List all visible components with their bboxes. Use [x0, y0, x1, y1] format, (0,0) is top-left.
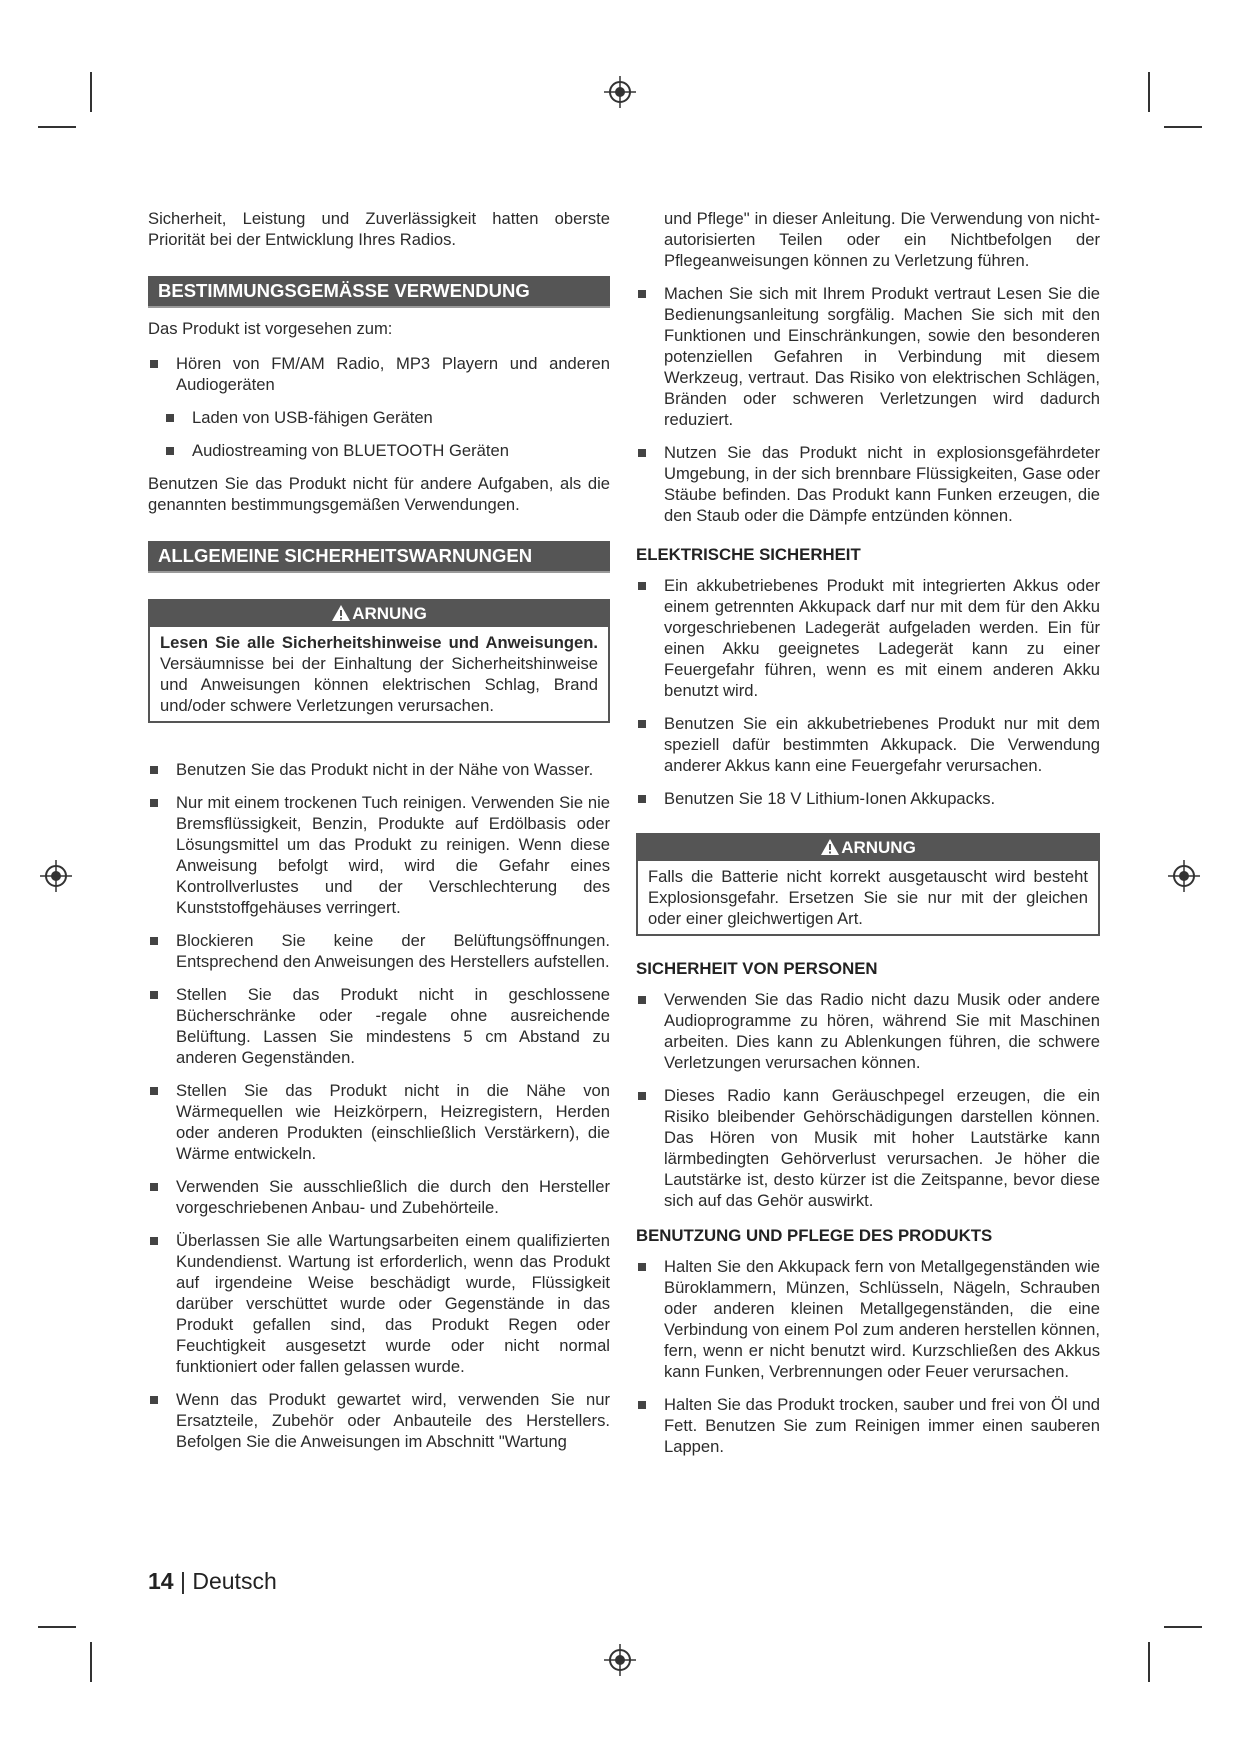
intended-use-list	[148, 353, 610, 395]
bullet-square-icon	[638, 290, 646, 298]
bullet-square-icon	[638, 582, 646, 590]
warning-box	[148, 599, 610, 723]
warning-header: ARNUNG	[150, 601, 608, 627]
bullet-square-icon	[166, 414, 174, 422]
bullet-square-icon	[638, 996, 646, 1004]
bullet-square-icon	[638, 1401, 646, 1409]
warning-triangle-icon	[331, 604, 351, 622]
list-item: Benutzen Sie 18 V Lithium-Ionen Akkupacks.	[636, 788, 1100, 809]
bullet-square-icon	[150, 1183, 158, 1191]
list-item: Stellen Sie das Produkt nicht in die Nähe von Wärmequellen wie Heizkörpern, Heizregistern, Herden oder anderen Produkten (einschließlich Verstärkern), die Wärme entwickeln.	[148, 1080, 610, 1164]
bullet-square-icon	[638, 795, 646, 803]
registration-mark-icon	[604, 76, 636, 108]
warning-triangle-icon	[820, 838, 840, 856]
bullet-square-icon	[150, 1087, 158, 1095]
list-item: Stellen Sie das Produkt nicht in geschlossene Bücherschränke oder -regale ohne ausreichende Belüftung. Lassen Sie mindestens 5 cm Abstand zu anderen Gegenständen.	[148, 984, 610, 1068]
bullet-square-icon	[150, 360, 158, 368]
page-number: 14	[148, 1568, 174, 1594]
right-column	[636, 208, 1100, 1469]
list-item: Dieses Radio kann Geräuschpegel erzeugen, die ein Risiko bleibender Gehörschädigungen darstellen können. Das Hören von Musik mit hoher Lautstärke kann lärmbedingten Gehörverlust verursachen. Je höher die Lautstärke ist, desto kürzer ist die Zeitspanne, bevor diese sich auf das Gehör auswirkt.	[636, 1085, 1100, 1211]
bullet-square-icon	[150, 1396, 158, 1404]
product-care-list	[636, 1256, 1100, 1457]
general-safety-list-continued	[636, 283, 1100, 526]
warning-text: Versäumnisse bei der Einhaltung der Sicherheitshinweise und Anweisungen können elektrischen Schlag, Brand und/oder schwere Verletzungen verursachen.	[160, 654, 598, 715]
crop-mark	[1148, 72, 1150, 112]
crop-mark	[1164, 1626, 1202, 1628]
bullet-square-icon	[638, 1092, 646, 1100]
list-item: Ein akkubetriebenes Produkt mit integrierten Akkus oder einem getrennten Akkupack darf nur mit dem für den Akku vorgeschriebenen Ladegerät aufgeladen werden. Ein für einen Akku geeignetes Ladegerät kann zu einer Feuergefahr führen, wenn es mit einem anderen Akku benutzt wird.	[636, 575, 1100, 701]
registration-mark-icon	[1168, 860, 1200, 892]
crop-mark	[38, 1626, 76, 1628]
list-item: Verwenden Sie ausschließlich die durch den Hersteller vorgeschriebenen Anbau- und Zubehörteile.	[148, 1176, 610, 1218]
list-item: Nur mit einem trockenen Tuch reinigen. Verwenden Sie nie Bremsflüssigkeit, Benzin, Produkte auf Erdölbasis oder Lösungsmittel um das Produkt zu reinigen. Wenn diese Anweisung befolgt wird, wird die Gefahr eines Kontrollverlustes und der Verschlechterung des Kunststoffgehäuses verringert.	[148, 792, 610, 918]
warning-body	[150, 627, 608, 721]
list-item: Überlassen Sie alle Wartungsarbeiten einem qualifizierten Kundendienst. Wartung ist erforderlich, wenn das Produkt auf irgendeine Weise beschädigt wurde, Flüssigkeit darüber verschüttet wurde oder Gegenstände in das Produkt gefallen sind, das Produkt Regen oder Feuchtigkeit ausgesetzt wurde oder nicht normal funktioniert oder fallen gelassen wurde.	[148, 1230, 610, 1377]
list-item: Nutzen Sie das Produkt nicht in explosionsgefährdeter Umgebung, in der sich brennbare Flüssigkeiten, Gase oder Stäube befinden. Das Produkt kann Funken erzeugen, die den Staub oder die Dämpfe entzünden können.	[636, 442, 1100, 526]
bullet-square-icon	[150, 937, 158, 945]
crop-mark	[38, 126, 76, 128]
list-item: Wenn das Produkt gewartet wird, verwenden Sie nur Ersatzteile, Zubehör oder Anbauteile des Herstellers. Befolgen Sie die Anweisungen im Abschnitt "Wartung	[148, 1389, 610, 1452]
list-item: Benutzen Sie ein akkubetriebenes Produkt nur mit dem speziell dafür bestimmten Akkupack. Die Verwendung anderer Akkus kann eine Feuergefahr verursachen.	[636, 713, 1100, 776]
page-footer	[148, 1568, 277, 1595]
intended-use-lead: Das Produkt ist vorgesehen zum:	[148, 319, 393, 338]
intended-use-outro: Benutzen Sie das Produkt nicht für andere Aufgaben, als die genannten bestimmungsgemäßen Verwendungen.	[148, 474, 610, 514]
list-item: Hören von FM/AM Radio, MP3 Playern und anderen Audiogeräten	[148, 353, 610, 395]
bullet-square-icon	[150, 766, 158, 774]
section-heading-general-safety: ALLGEMEINE SICHERHEITSWARNUNGEN	[148, 541, 610, 573]
footer-language: Deutsch	[192, 1568, 277, 1594]
crop-mark	[90, 72, 92, 112]
bullet-square-icon	[638, 720, 646, 728]
registration-mark-icon	[604, 1644, 636, 1676]
list-item: Machen Sie sich mit Ihrem Produkt vertraut Lesen Sie die Bedienungsanleitung sorgfälig. Machen Sie sich mit den Funktionen und Einschränkungen, sowie den besonderen potenziellen Gefahren in Verbindung mit diesem Werkzeug, vertraut. Das Risiko von elektrischen Schlägen, Bränden oder schweren Verletzungen wird dadurch reduziert.	[636, 283, 1100, 430]
bullet-square-icon	[166, 447, 174, 455]
warning-body: Falls die Batterie nicht korrekt ausgetauscht wird besteht Explosionsgefahr. Ersetzen Sie sie nur mit der gleichen oder einer gleichwertigen Art.	[648, 867, 1088, 928]
left-column	[148, 208, 610, 1464]
bullet-square-icon	[150, 799, 158, 807]
bullet-square-icon	[638, 449, 646, 457]
section-heading-intended-use: BESTIMMUNGSGEMÄSSE VERWENDUNG	[148, 276, 610, 308]
list-item: Blockieren Sie keine der Belüftungsöffnungen. Entsprechend den Anweisungen des Herstellers aufstellen.	[148, 930, 610, 972]
bullet-square-icon	[150, 1237, 158, 1245]
list-item: Audiostreaming von BLUETOOTH Geräten	[148, 440, 610, 461]
warning-header: ARNUNG	[638, 835, 1098, 861]
warning-bold-text: Lesen Sie alle Sicherheitshinweise und Anweisungen.	[160, 633, 598, 652]
general-safety-list	[148, 759, 610, 1452]
list-item: Halten Sie das Produkt trocken, sauber und frei von Öl und Fett. Benutzen Sie zum Reinigen immer einen sauberen Lappen.	[636, 1394, 1100, 1457]
list-item: Halten Sie den Akkupack fern von Metallgegenständen wie Büroklammern, Münzen, Schlüsseln, Nägeln, Schrauben oder anderen kleinen Metallgegenständen, die eine Verbindung von einem Pol zum anderen herstellen können, fern, wenn er nicht benutzt wird. Kurzschließen des Akkus kann Funken, Verbrennungen oder Feuer verursachen.	[636, 1256, 1100, 1382]
crop-mark	[1164, 126, 1202, 128]
intro-paragraph: Sicherheit, Leistung und Zuverlässigkeit hatten oberste Priorität bei der Entwicklung Ihres Radios.	[148, 209, 610, 249]
section-heading-electrical: ELEKTRISCHE SICHERHEIT	[636, 545, 861, 564]
list-item: Verwenden Sie das Radio nicht dazu Musik oder andere Audioprogramme zu hören, während Sie mit Maschinen arbeiten. Dies kann zu Ablenkungen führen, die schwere Verletzungen verursachen können.	[636, 989, 1100, 1073]
registration-mark-icon	[40, 860, 72, 892]
crop-mark	[90, 1642, 92, 1682]
section-heading-care: BENUTZUNG UND PFLEGE DES PRODUKTS	[636, 1226, 993, 1245]
battery-warning-box	[636, 833, 1100, 936]
crop-mark	[1148, 1642, 1150, 1682]
personal-safety-list	[636, 989, 1100, 1211]
list-item: Benutzen Sie das Produkt nicht in der Nähe von Wasser.	[148, 759, 610, 780]
list-item: Laden von USB-fähigen Geräten	[148, 407, 610, 428]
section-heading-persons: SICHERHEIT VON PERSONEN	[636, 959, 878, 978]
electrical-safety-list	[636, 575, 1100, 809]
footer-separator: |	[179, 1568, 186, 1594]
bullet-square-icon	[150, 991, 158, 999]
bullet-square-icon	[638, 1263, 646, 1271]
continuation-paragraph: und Pflege" in dieser Anleitung. Die Verwendung von nicht-autorisierten Teilen oder ein Nichtbefolgen der Pflegeanweisungen können zu Verletzung führen.	[664, 209, 1100, 270]
intended-use-sublist	[148, 407, 610, 461]
